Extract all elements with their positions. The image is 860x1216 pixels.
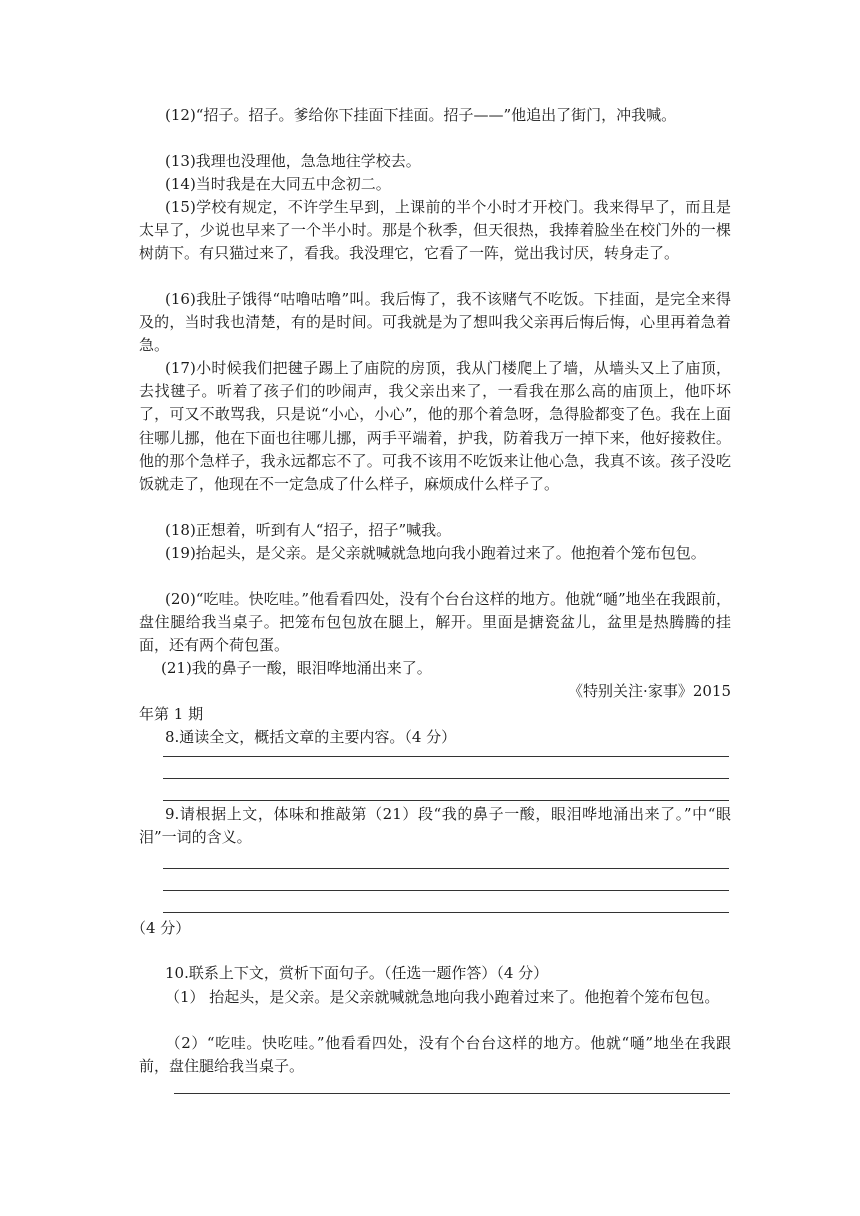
paragraph-19: (19)抬起头，是父亲。是父亲就喊就急地向我小跑着过来了。他抱着个笼布包包。 (165, 544, 706, 562)
paragraph-20: (20)“吃哇。快吃哇。”他看看四处，没有个台台这样的地方。他就“嗵”地坐在我跟前，盘住腿给我当桌子。把笼布包包放在腿上，解开。里面是搪瓷盆儿，盆里是热腾腾的挂面，还有两个荷包蛋。 (139, 590, 731, 655)
answer-line[interactable] (163, 756, 729, 757)
paragraph-17: (17)小时候我们把毽子踢上了庙院的房顶，我从门楼爬上了墙，从墙头又上了庙顶，去找毽子。听着了孩子们的吵闹声，我父亲出来了，一看我在那么高的庙顶上，他吓坏了，可又不敢骂我，只是说“小心，小心”，他的那个着急呀，急得脸都变了色。我在上面往哪儿挪，他在下面也往哪儿挪，两手平端着，护我，防着我万一掉下来，他好接救住。他的那个急样子，我永远都忘不了。可我不该用不吃饭来让他心急，我真不该。孩子没吃饭就走了，他现在不一定急成了什么样子，麻烦成什么样子了。 (139, 359, 731, 494)
paragraph-18: (18)正想着，听到有人“招子，招子”喊我。 (165, 521, 452, 539)
question-8: 8.通读全文，概括文章的主要内容。（4 分） (165, 728, 457, 746)
question-10-option-2: （2）“吃哇。快吃哇。”他看看四处，没有个台台这样的地方。他就“嗵”地坐在我跟前，盘住腿给我当桌子。 (139, 1034, 731, 1076)
paragraph-12: (12)“招子。招子。爹给你下挂面下挂面。招子——”他追出了街门，冲我喊。 (165, 106, 677, 124)
question-9-score: （4 分） (131, 919, 191, 937)
question-9: 9.请根据上文，体味和推敲第（21）段“我的鼻子一酸，眼泪哗地涌出来了。”中“眼泪”一词的含义。 (139, 805, 731, 847)
source-citation: 《特别关注·家事》2015 (568, 682, 731, 700)
answer-line[interactable] (163, 890, 729, 891)
paragraph-21: (21)我的鼻子一酸，眼泪哗地涌出来了。 (161, 659, 432, 677)
question-10-option-1: （1） 抬起头，是父亲。是父亲就喊就急地向我小跑着过来了。他抱着个笼布包包。 (165, 988, 720, 1006)
paragraph-16: (16)我肚子饿得“咕噜咕噜”叫。我后悔了，我不该赌气不吃饭。下挂面，是完全来得及的，当时我也清楚，有的是时间。可我就是为了想叫我父亲再后悔后悔，心里再着急着急。 (139, 290, 731, 355)
answer-line[interactable] (163, 778, 729, 779)
answer-line[interactable] (163, 912, 729, 913)
question-10: 10.联系上下文，赏析下面句子。（任选一题作答）（4 分） (165, 964, 549, 982)
answer-line[interactable] (163, 868, 729, 869)
answer-line[interactable] (174, 1093, 730, 1094)
paragraph-13: (13)我理也没理他，急急地往学校去。 (165, 152, 421, 170)
answer-line[interactable] (163, 800, 729, 801)
paragraph-14: (14)当时我是在大同五中念初二。 (165, 175, 391, 193)
source-citation-cont: 年第 1 期 (139, 705, 204, 723)
paragraph-15: (15)学校有规定，不许学生早到，上课前的半个小时才开校门。我来得早了，而且是太早了，少说也早来了一个半小时。那是个秋季，但天很热，我捧着脸坐在校门外的一棵树荫下。有只猫过来了，看我。我没理它，它看了一阵，觉出我讨厌，转身走了。 (139, 198, 731, 263)
